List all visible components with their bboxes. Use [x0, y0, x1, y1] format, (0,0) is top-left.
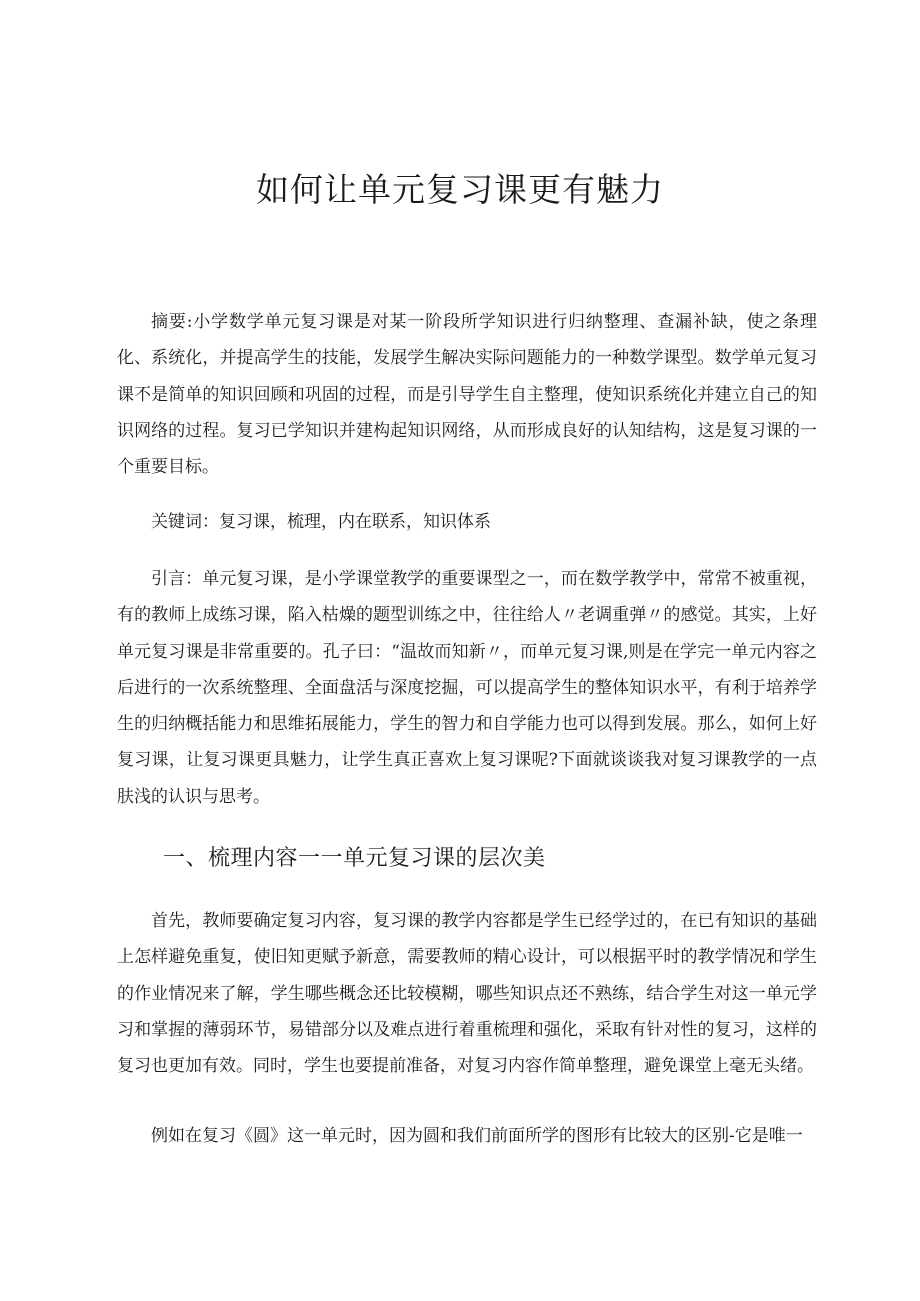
intro-paragraph: 引言：单元复习课，是小学课堂教学的重要课型之一，而在数学教学中，常常不被重视，有的教师上成练习课，陷入枯燥的题型训练之中，往往给人〃老调重弹〃的感觉。其实，上好单元复习课是非常重要的。孔子曰：“温故而知新〃，而单元复习课,则是在学完一单元内容之后进行的一次系统整理、全面盘活与深度挖掘，可以提高学生的整体知识水平，有利于培养学生的归纳概括能力和思维拓展能力，学生的智力和自学能力也可以得到发展。那么，如何上好复习课，让复习课更具魅力，让学生真正喜欢上复习课呢?下面就谈谈我对复习课教学的一点肤浅的认识与思考。 [117, 569, 817, 807]
document-title: 如何让单元复习课更有魅力 [256, 170, 664, 209]
section-heading: 一、梳理内容一一单元复习课的层次美 [163, 846, 546, 871]
keywords-paragraph: 关键词：复习课，梳理，内在联系，知识体系 [151, 512, 491, 532]
section-paragraph-2: 例如在复习《圆》这一单元时，因为圆和我们前面所学的图形有比较大的区别-它是唯一 [151, 1126, 803, 1146]
section-paragraph-1: 首先，教师要确定复习内容，复习课的教学内容都是学生已经学过的，在已有知识的基础上怎样避免重复，使旧知更赋予新意，需要教师的精心设计，可以根据平时的教学情况和学生的作业情况来了解，学生哪些概念还比较模糊，哪些知识点还不熟练，结合学生对这一单元学习和掌握的薄弱环节，易错部分以及难点进行着重梳理和强化，采取有针对性的复习，这样的复习也更加有效。同时，学生也要提前准备，对复习内容作简单整理，避免课堂上毫无头绪。 [117, 911, 817, 1077]
abstract-paragraph: 摘要:小学数学单元复习课是对某一阶段所学知识进行归纳整理、查漏补缺，使之条理化、系统化，并提高学生的技能，发展学生解决实际问题能力的一种数学课型。数学单元复习课不是简单的知识回顾和巩固的过程，而是引导学生自主整理，使知识系统化并建立自己的知识网络的过程。复习已学知识并建构起知识网络，从而形成良好的认知结构，这是复习课的一个重要目标。 [117, 312, 817, 478]
